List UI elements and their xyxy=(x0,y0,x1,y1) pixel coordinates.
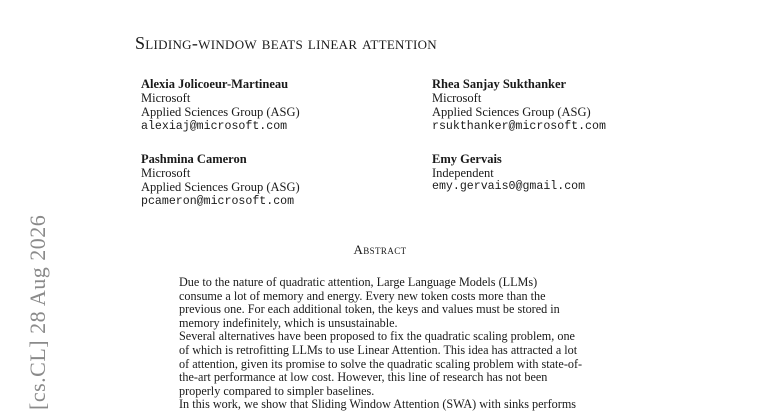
author-block xyxy=(432,152,585,195)
author-name: Alexia Jolicoeur-Martineau xyxy=(141,77,289,91)
abstract-body xyxy=(179,276,583,412)
abstract-paragraph: In this work, we show that Sliding Window Attention (SWA) with sinks performs xyxy=(179,397,577,412)
author-affiliation: Microsoft xyxy=(432,91,482,106)
author-name: Rhea Sanjay Sukthanker xyxy=(432,77,567,91)
author-email[interactable]: emy.gervais0@gmail.com xyxy=(432,180,586,194)
author-name: Emy Gervais xyxy=(432,152,502,166)
author-email[interactable]: alexiaj@microsoft.com xyxy=(141,119,288,133)
abstract-heading: Abstract xyxy=(353,242,407,257)
arxiv-stamp: [cs.CL] 28 Aug 2026 xyxy=(25,214,50,410)
author-affiliation: Microsoft xyxy=(141,166,191,181)
author-group: Applied Sciences Group (ASG) xyxy=(432,105,591,120)
author-block xyxy=(141,77,300,134)
author-group: Applied Sciences Group (ASG) xyxy=(141,180,300,195)
abstract-paragraph: Several alternatives have been proposed to fix the quadratic scaling problem, one of which is retrofitting LLMs to use Linear Attention. This idea has attracted a lot of attention, given its promise to solve the quadratic scaling problem with state-of-the-art performance at low cost. However, this line of research has not been properly compared to simpler baselines. xyxy=(179,329,583,398)
author-affiliation: Microsoft xyxy=(141,91,191,106)
author-block xyxy=(432,77,606,134)
abstract-paragraph: Due to the nature of quadratic attention, Large Language Models (LLMs) consume a lot of memory and energy. Every new token costs more than the previous one. For each additional token, the keys and values must be stored in memory indefinitely, which is unsustainable. xyxy=(179,275,560,330)
author-affiliation: Independent xyxy=(432,166,494,181)
author-email[interactable]: rsukthanker@microsoft.com xyxy=(432,119,606,133)
author-email[interactable]: pcameron@microsoft.com xyxy=(141,194,295,208)
author-block xyxy=(141,152,300,209)
paper-title: Sliding-window beats linear attention xyxy=(135,33,437,53)
author-group: Applied Sciences Group (ASG) xyxy=(141,105,300,120)
author-name: Pashmina Cameron xyxy=(141,152,247,166)
